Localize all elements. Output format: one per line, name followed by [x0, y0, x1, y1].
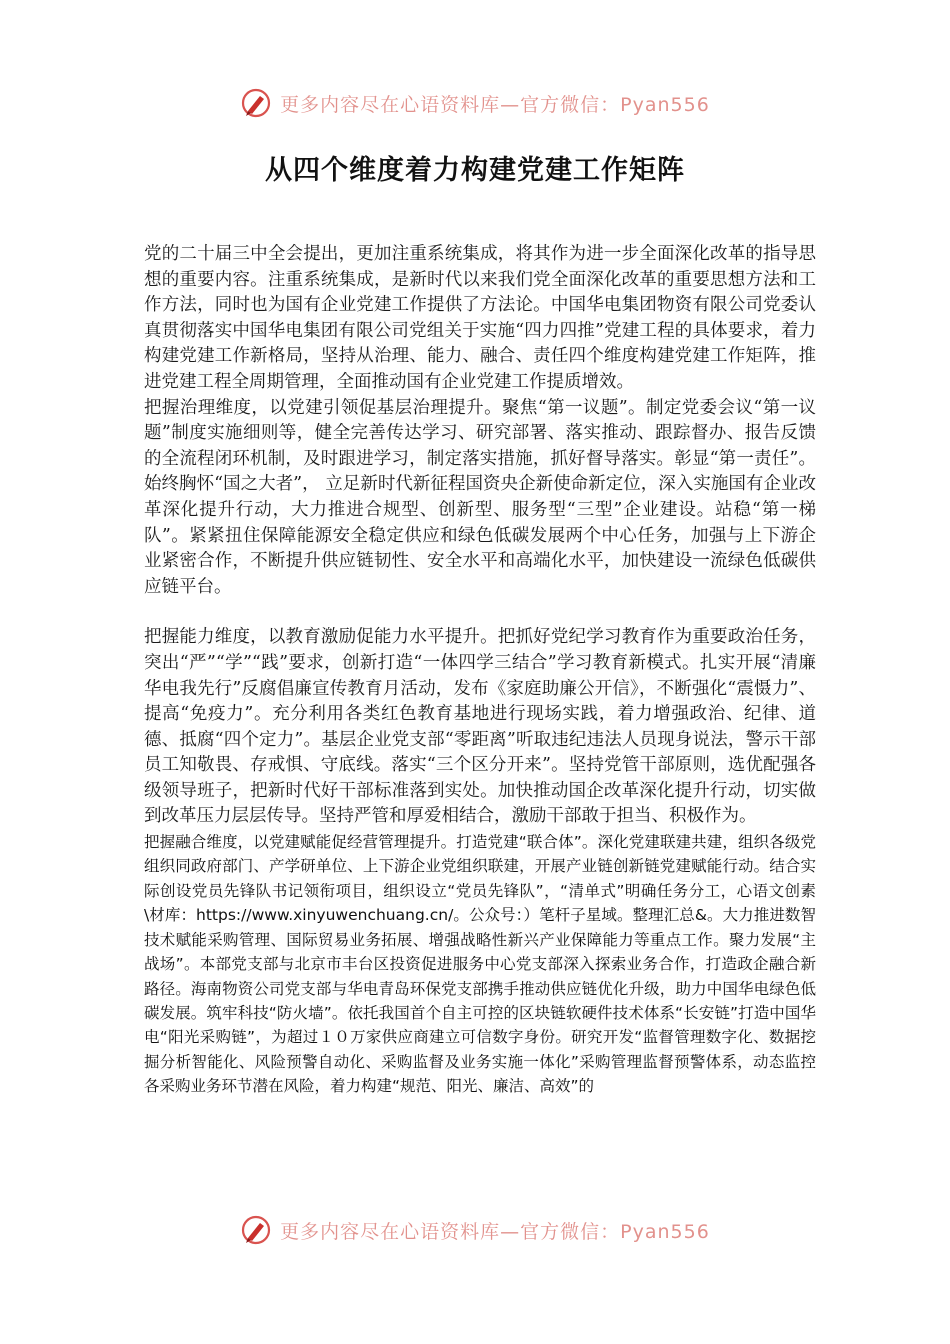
footer-banner-text: 更多内容尽在心语资料库—官方微信：Pyan556: [280, 1220, 710, 1243]
pen-logo-icon: [240, 1214, 272, 1246]
paragraph-intro: 党的二十届三中全会提出，更加注重系统集成，将其作为进一步全面深化改革的指导思想的重要内容。注重系统集成，是新时代以来我们党全面深化改革的重要思想方法和工作方法，同时也为国有企业党建工作提供了方法论。中国华电集团物资有限公司党委认真贯彻落实中国华电集团有限公司党组关于实施“四力四推”党建工程的具体要求，着力构建党建工作新格局，坚持从治理、能力、融合、责任四个维度构建党建工作矩阵，推进党建工程全周期管理，全面推动国有企业党建工作提质增效。: [144, 244, 816, 392]
paragraph-capability: 把握能力维度，以教育激励促能力水平提升。把抓好党纪学习教育作为重要政治任务，突出“严”“学”“践”要求，创新打造“一体四学三结合”学习教育新模式。扎实开展“清廉华电我先行”反腐倡廉宣传教育月活动，发布《家庭助廉公开信》，不断强化“震慑力”、提高“免疫力”。充分利用各类红色教育基地进行现场实践，着力增强政治、纪律、道德、抵腐“四个定力”。基层企业党支部“零距离”听取违纪违法人员现身说法，警示干部员工知敬畏、存戒惧、守底线。落实“三个区分开来”。坚持党管干部原则，选优配强各级领导班子，把新时代好干部标准落到实处。加快推动国企改革深化提升行动，切实做到改革压力层层传导。坚持严管和厚爱相结合，激励干部敢于担当、积极作为。: [144, 627, 816, 827]
footer-banner: [0, 1213, 950, 1247]
header-banner: [0, 86, 950, 120]
pen-logo-icon: [240, 87, 272, 119]
document-body: [144, 242, 816, 1099]
document-title: 从四个维度着力构建党建工作矩阵: [265, 155, 685, 186]
paragraph-governance: 把握治理维度，以党建引领促基层治理提升。聚焦“第一议题”。制定党委会议“第一议题”制度实施细则等，健全完善传达学习、研究部署、落实推动、跟踪督办、报告反馈的全流程闭环机制，及时跟进学习，制定落实措施，抓好督导落实。彰显“第一责任”。始终胸怀“国之大者”， 立足新时代新征程国资央企新使命新定位，深入实施国有企业改革深化提升行动，大力推进合规型、创新型、服务型“三型”企业建设。站稳“第一梯队”。紧紧扭住保障能源安全稳定供应和绿色低碳发展两个中心任务，加强与上下游企业紧密合作，不断提升供应链韧性、安全水平和高端化水平，加快建设一流绿色低碳供应链平台。: [144, 397, 816, 597]
paragraph-integration: 把握融合维度，以党建赋能促经营管理提升。打造党建“联合体”。深化党建联建共建，组织各级党组织同政府部门、产学研单位、上下游企业党组织联建，开展产业链创新链党建赋能行动。结合实际创设党员先锋队书记领衔项目，组织设立“党员先锋队”，“清单式”明确任务分工，心语文创素\材库：https://www.xinyuwenchuang.cn/。公众号：）笔杆子星域。整理汇总&。大力推进数智技术赋能采购管理、国际贸易业务拓展、增强战略性新兴产业保障能力等重点工作。聚力发展“主战场”。本部党支部与北京市丰台区投资促进服务中心党支部深入探索业务合作，打造政企融合新路径。海南物资公司党支部与华电青岛环保党支部携手推动供应链优化升级，助力中国华电绿色低碳发展。筑牢科技“防火墙”。依托我国首个自主可控的区块链软硬件技术体系“长安链”打造中国华电“阳光采购链”，为超过１０万家供应商建立可信数字身份。研究开发“监督管理数字化、数据挖掘分析智能化、风险预警自动化、采购监督及业务实施一体化”采购管理监督预警体系，动态监控各采购业务环节潜在风险，着力构建“规范、阳光、廉洁、高效”的: [144, 833, 816, 1096]
header-banner-text: 更多内容尽在心语资料库—官方微信：Pyan556: [280, 93, 710, 116]
